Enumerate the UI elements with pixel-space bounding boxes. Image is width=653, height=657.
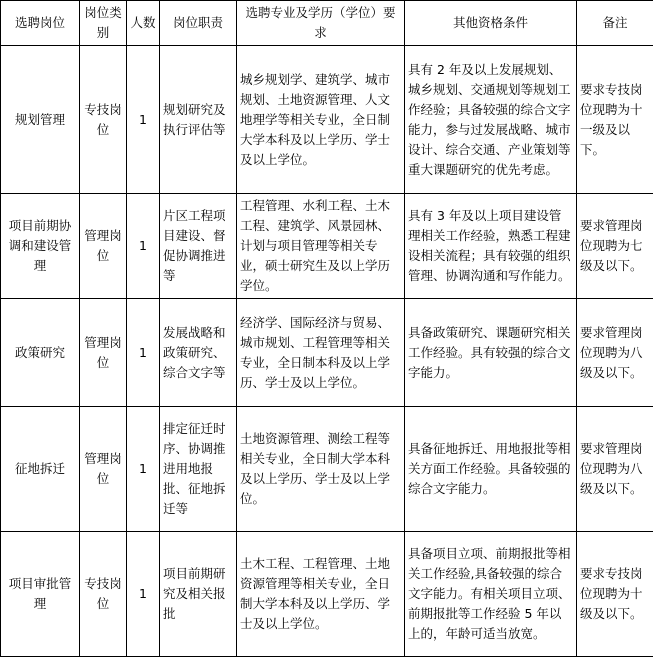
education-cell: 工程管理、水利工程、土木工程、建筑学、风景园林、计划与项目管理等相关专业，硕士研究生及以上学历学位。: [237, 194, 405, 299]
duties-cell: 项目前期研究及相关报批: [160, 532, 237, 657]
header-position: 选聘岗位: [1, 1, 80, 46]
education-cell: 城乡规划学、建筑学、城市规划、土地资源管理、人文地理学等相关专业，全日制大学本科及以上学历、学士及以上学位。: [237, 46, 405, 194]
position-cell: 项目前期协调和建设管理: [1, 194, 80, 299]
qualifications-cell: 具有 3 年及以上项目建设管理相关工作经验，熟悉工程建设相关流程；具有较强的组织管理、协调沟通和写作能力。: [405, 194, 577, 299]
header-category: 岗位类别: [80, 1, 127, 46]
header-count: 人数: [127, 1, 160, 46]
category-cell: 管理岗位: [80, 194, 127, 299]
position-cell: 政策研究: [1, 299, 80, 407]
header-notes: 备注: [577, 1, 653, 46]
category-cell: 专技岗位: [80, 532, 127, 657]
duties-cell: 片区工程项目建设、督促协调推进等: [160, 194, 237, 299]
header-education: 选聘专业及学历（学位）要求: [237, 1, 405, 46]
position-cell: 征地拆迁: [1, 407, 80, 532]
duties-cell: 排定征迁时序、协调推进用地报批、征地拆迁等: [160, 407, 237, 532]
duties-cell: 发展战略和政策研究、综合文字等: [160, 299, 237, 407]
category-cell: 管理岗位: [80, 299, 127, 407]
count-cell: 1: [127, 532, 160, 657]
table-row: [1, 407, 653, 532]
qualifications-cell: 具有 2 年及以上发展规划、城乡规划、交通规划等规划工作经验；具备较强的综合文字能力，参与过发展战略、城市设计、综合交通、产业策划等重大课题研究的优先考虑。: [405, 46, 577, 194]
header-row: [1, 1, 653, 46]
table-row: [1, 46, 653, 194]
education-cell: 土地资源管理、测绘工程等相关专业，全日制大学本科及以上学历、学士及以上学位。: [237, 407, 405, 532]
education-cell: 土木工程、工程管理、土地资源管理等相关专业，全日制大学本科及以上学历、学士及以上学位。: [237, 532, 405, 657]
table-row: [1, 194, 653, 299]
category-cell: 管理岗位: [80, 407, 127, 532]
notes-cell: 要求管理岗位现聘为七级及以下。: [577, 194, 653, 299]
qualifications-cell: 具备政策研究、课题研究相关工作经验。具有较强的综合文字能力。: [405, 299, 577, 407]
category-cell: 专技岗位: [80, 46, 127, 194]
header-duties: 岗位职责: [160, 1, 237, 46]
position-cell: 项目审批管理: [1, 532, 80, 657]
table-row: [1, 299, 653, 407]
count-cell: 1: [127, 299, 160, 407]
duties-cell: 规划研究及执行评估等: [160, 46, 237, 194]
header-qualifications: 其他资格条件: [405, 1, 577, 46]
table-row: [1, 532, 653, 657]
notes-cell: 要求管理岗位现聘为八级及以下。: [577, 299, 653, 407]
notes-cell: 要求专技岗位现聘为十级及以下。: [577, 532, 653, 657]
count-cell: 1: [127, 46, 160, 194]
qualifications-cell: 具备项目立项、前期报批等相关工作经验,具备较强的综合文字能力。有相关项目立项、前期报批等工作经验 5 年以上的，年龄可适当放宽。: [405, 532, 577, 657]
position-cell: 规划管理: [1, 46, 80, 194]
education-cell: 经济学、国际经济与贸易、城市规划、工程管理等相关专业，全日制本科及以上学历、学士及以上学位。: [237, 299, 405, 407]
count-cell: 1: [127, 407, 160, 532]
count-cell: 1: [127, 194, 160, 299]
qualifications-cell: 具备征地拆迁、用地报批等相关方面工作经验。具备较强的综合文字能力。: [405, 407, 577, 532]
notes-cell: 要求专技岗位现聘为十一级及以下。: [577, 46, 653, 194]
notes-cell: 要求管理岗位现聘为八级及以下。: [577, 407, 653, 532]
